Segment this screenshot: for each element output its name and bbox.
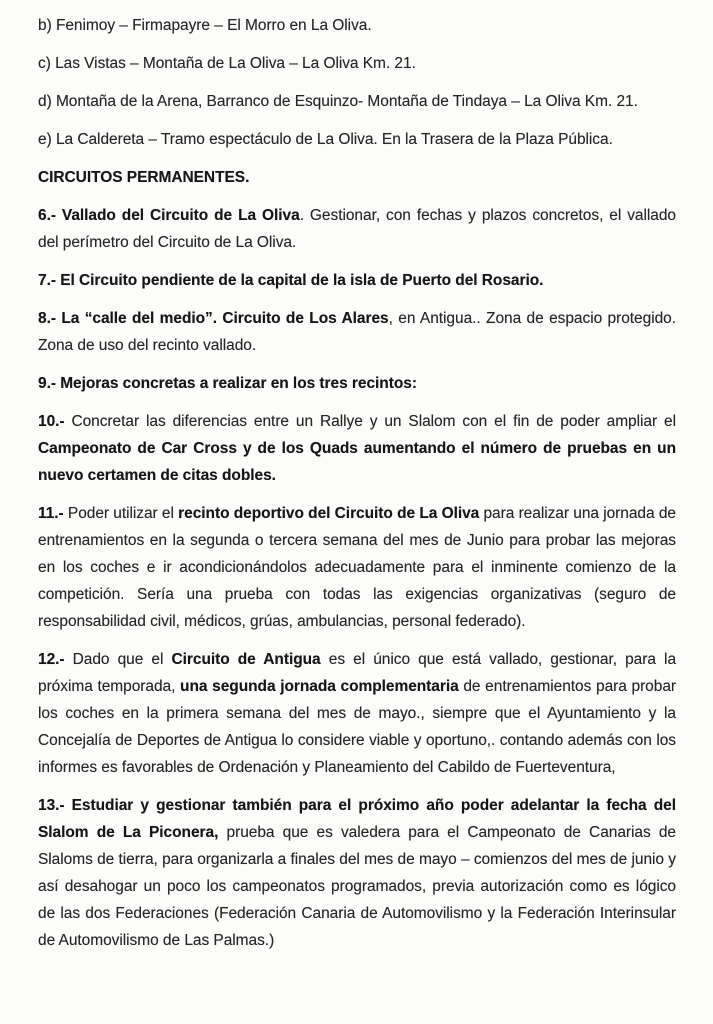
bold-text-run: Campeonato de Car Cross y de los Quads aumentando el número de pruebas en un nuevo certamen de citas dobles. xyxy=(38,440,676,484)
paragraph-item-8 xyxy=(38,305,676,359)
document-page xyxy=(38,12,676,954)
paragraph-item-e xyxy=(38,126,676,153)
text-run: e) La Caldereta – Tramo espectáculo de La Oliva. En la Trasera de la Plaza Pública. xyxy=(38,131,613,148)
bold-text-run: 7.- El Circuito pendiente de la capital de la isla de Puerto del Rosario. xyxy=(38,272,544,289)
paragraph-item-10 xyxy=(38,408,676,489)
bold-text-run: 9.- Mejoras concretas a realizar en los tres recintos: xyxy=(38,375,417,392)
text-run: b) Fenimoy – Firmapayre – El Morro en La Oliva. xyxy=(38,17,372,34)
paragraph-item-b xyxy=(38,12,676,39)
paragraph-heading-circuitos-permanentes xyxy=(38,164,676,191)
paragraph-item-d xyxy=(38,88,676,115)
bold-text-run: 11.- xyxy=(38,505,64,522)
bold-text-run: una segunda jornada complementaria xyxy=(180,678,459,695)
text-run: . Gestionar, con fechas y plazos concretos, el vallado del perímetro del Circuito de La Oliva. xyxy=(38,207,676,251)
bold-text-run: 13.- Estudiar y gestionar también para el próximo año poder adelantar la fecha del Slalom de La Piconera, xyxy=(38,797,676,841)
paragraph-item-7 xyxy=(38,267,676,294)
bold-text-run: 6.- Vallado del Circuito de La Oliva xyxy=(38,207,300,224)
paragraph-item-c xyxy=(38,50,676,77)
paragraph-item-9 xyxy=(38,370,676,397)
bold-text-run: 12.- xyxy=(38,651,65,668)
text-run: Poder utilizar el xyxy=(63,505,179,522)
text-run: , en Antigua.. Zona de espacio protegido. Zona de uso del recinto vallado. xyxy=(38,310,676,354)
text-run: Concretar las diferencias entre un Rallye y un Slalom con el fin de poder ampliar el xyxy=(64,413,676,430)
bold-text-run: recinto deportivo del Circuito de La Oliva xyxy=(178,505,480,522)
text-run: de entrenamientos para probar los coches en la primera semana del mes de mayo., siempre que el Ayuntamiento y la Concejalía de Deportes de Antigua lo considere viable y oportuno,. contando además con los informes es favorables de Ordenación y Planeamiento del Cabildo de Fuerteventura, xyxy=(38,678,677,776)
paragraph-item-13 xyxy=(38,792,676,954)
bold-text-run: Circuito de Antigua xyxy=(171,651,321,668)
text-run: d) Montaña de la Arena, Barranco de Esquinzo- Montaña de Tindaya – La Oliva Km. 21. xyxy=(38,93,638,110)
text-run: es el único que está vallado, gestionar, para la próxima temporada, xyxy=(38,651,677,695)
text-run: c) Las Vistas – Montaña de La Oliva – La Oliva Km. 21. xyxy=(38,55,416,72)
paragraph-item-11 xyxy=(38,500,676,635)
text-run: prueba que es valedera para el Campeonato de Canarias de Slaloms de tierra, para organizarla a finales del mes de mayo – comienzos del mes de junio y así desahogar un poco los campeonatos programados, previa autorización como es lógico de las dos Federaciones (Federación Canaria de Automovilismo y la Federación Interinsular de Automovilismo de Las Palmas.) xyxy=(38,824,676,949)
paragraph-item-12 xyxy=(38,646,676,781)
text-run: Dado que el xyxy=(64,651,172,668)
bold-text-run: CIRCUITOS PERMANENTES. xyxy=(38,169,250,186)
bold-text-run: 8.- La “calle del medio”. Circuito de Los Alares xyxy=(38,310,389,327)
paragraph-item-6 xyxy=(38,202,676,256)
bold-text-run: 10.- xyxy=(38,413,65,430)
text-run: para realizar una jornada de entrenamientos en la segunda o tercera semana del mes de Junio para probar las mejoras en los coches e ir acondicionándolos adecuadamente para el inminente comienzo de la competición. Sería una prueba con todas las exigencias organizativas (seguro de responsabilidad civil, médicos, grúas, ambulancias, personal federado). xyxy=(38,505,676,630)
